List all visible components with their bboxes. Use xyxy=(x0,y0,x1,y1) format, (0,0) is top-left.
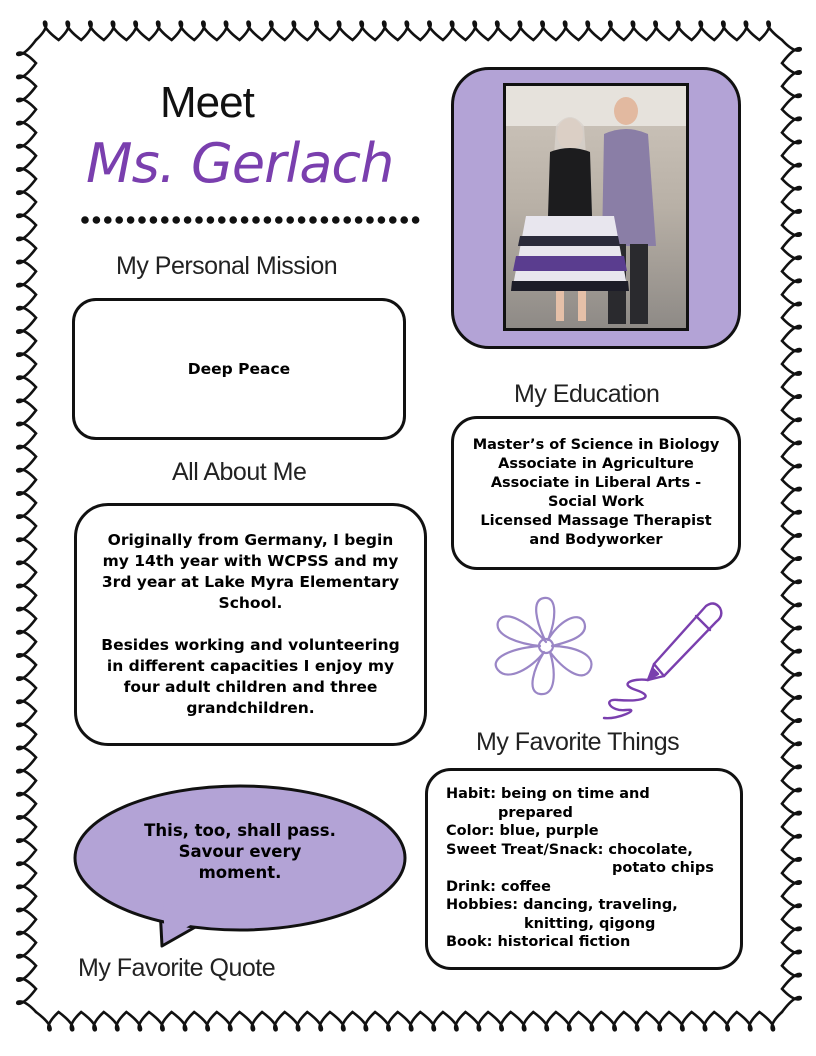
favorite-line: Book: historical fiction xyxy=(446,934,631,950)
divider-dot xyxy=(229,216,237,224)
divider-dot xyxy=(241,216,249,224)
divider-dot xyxy=(172,216,180,224)
divider-dot xyxy=(275,216,283,224)
favorite-line: Hobbies: dancing, traveling, xyxy=(446,897,678,913)
quote-text xyxy=(110,820,370,883)
divider-dot xyxy=(93,216,101,224)
divider-dot xyxy=(81,216,89,224)
mission-heading: My Personal Mission xyxy=(116,252,338,280)
divider-dot xyxy=(400,216,408,224)
dotted-divider xyxy=(80,215,422,225)
divider-dot xyxy=(195,216,203,224)
divider-dot xyxy=(138,216,146,224)
border-loop-path xyxy=(782,40,801,1012)
divider-dot xyxy=(355,216,363,224)
education-line: Licensed Massage Therapist xyxy=(480,513,712,529)
divider-dot xyxy=(218,216,226,224)
favorite-line: prepared xyxy=(498,804,573,821)
divider-dot xyxy=(366,216,374,224)
favorites-box xyxy=(425,768,743,970)
divider-dot xyxy=(298,216,306,224)
quote-line-2: Savour every xyxy=(178,842,302,861)
divider-dot xyxy=(127,216,135,224)
divider-dot xyxy=(115,216,123,224)
education-line: Master’s of Science in Biology xyxy=(472,437,720,453)
education-line: Associate in Liberal Arts - xyxy=(490,475,702,491)
divider-dot xyxy=(286,216,294,224)
favorite-line: Color: blue, purple xyxy=(446,823,599,839)
divider-dot xyxy=(321,216,329,224)
about-paragraph-2: Besides working and volunteering in different capacities I enjoy my four adult children and three grandchildren. xyxy=(101,636,400,717)
meet-label: Meet xyxy=(160,78,254,127)
favorites-heading: My Favorite Things xyxy=(476,728,680,756)
about-paragraph-1: Originally from Germany, I begin my 14th year with WCPSS and my 3rd year at Lake Myra Elementary School. xyxy=(101,531,400,612)
border-loop-path xyxy=(17,40,36,1012)
education-line: Associate in Agriculture xyxy=(498,456,694,472)
pencil-doodle xyxy=(596,592,726,727)
divider-dot xyxy=(309,216,317,224)
favorite-line: Habit: being on time and xyxy=(446,786,650,802)
education-heading: My Education xyxy=(514,380,660,408)
about-heading: All About Me xyxy=(172,458,307,486)
divider-dot xyxy=(378,216,386,224)
favorite-line: knitting, qigong xyxy=(524,915,656,932)
divider-dot xyxy=(161,216,169,224)
flower-doodle xyxy=(486,592,606,702)
divider-dot xyxy=(207,216,215,224)
border-loop-path xyxy=(36,1012,782,1030)
border-loop-path xyxy=(36,22,782,40)
divider-dot xyxy=(389,216,397,224)
favorite-line: Drink: coffee xyxy=(446,878,551,895)
quote-line-1: This, too, shall pass. xyxy=(144,821,336,840)
divider-dot xyxy=(264,216,272,224)
teacher-photo xyxy=(503,83,689,331)
education-box xyxy=(451,416,741,570)
education-line: Social Work xyxy=(547,494,644,510)
education-line: and Bodyworker xyxy=(529,532,663,548)
photo-placeholder-image xyxy=(506,86,686,328)
divider-dot xyxy=(252,216,260,224)
favorite-line: potato chips xyxy=(612,860,714,876)
quote-heading: My Favorite Quote xyxy=(78,954,276,982)
mission-text: Deep Peace xyxy=(187,360,291,378)
divider-dot xyxy=(104,216,112,224)
divider-dot xyxy=(150,216,158,224)
divider-dot xyxy=(184,216,192,224)
favorite-line: Sweet Treat/Snack: chocolate, xyxy=(446,841,693,858)
teacher-name: Ms. Gerlach xyxy=(86,132,394,195)
quote-line-3: moment. xyxy=(198,863,282,882)
divider-dot xyxy=(332,216,340,224)
divider-dot xyxy=(412,216,420,224)
about-box xyxy=(74,503,427,746)
mission-box xyxy=(72,298,406,440)
divider-dot xyxy=(343,216,351,224)
